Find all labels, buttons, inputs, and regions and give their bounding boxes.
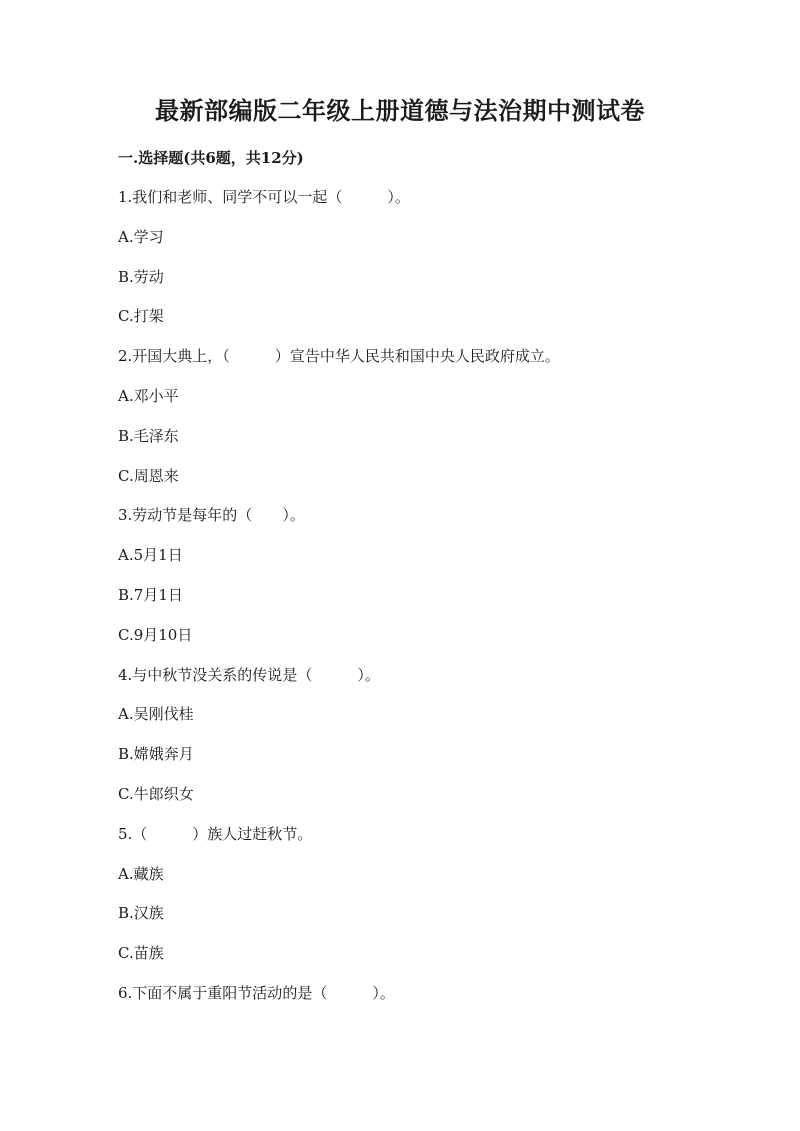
question-1-option-b: B.劳动	[118, 267, 164, 286]
question-4-option-c: C.牛郎织女	[118, 784, 194, 803]
question-3-option-c: C.9月10日	[118, 625, 193, 644]
question-2: 2.开国大典上，（ ）宣告中华人民共和国中央人民政府成立。	[118, 347, 560, 366]
question-6: 6.下面不属于重阳节活动的是（ ）。	[118, 983, 395, 1002]
question-3-option-a: A.5月1日	[118, 546, 183, 565]
question-list	[118, 185, 718, 1021]
question-3: 3.劳动节是每年的（ ）。	[118, 506, 305, 525]
question-5: 5.（ ）族人过赶秋节。	[118, 824, 313, 843]
question-4-option-b: B.嫦娥奔月	[118, 745, 194, 764]
question-1-option-a: A.学习	[118, 227, 164, 246]
question-4: 4.与中秋节没关系的传说是（ ）。	[118, 665, 380, 684]
section-heading: 一.选择题(共6题，共12分)	[118, 149, 304, 167]
question-5-option-a: A.藏族	[118, 864, 164, 883]
document-title: 最新部编版二年级上册道德与法治期中测试卷	[155, 96, 645, 125]
question-2-option-b: B.毛泽东	[118, 426, 179, 445]
question-4-option-a: A.吴刚伐桂	[118, 705, 194, 724]
question-5-option-c: C.苗族	[118, 944, 164, 963]
question-2-option-c: C.周恩来	[118, 466, 179, 485]
question-2-option-a: A.邓小平	[118, 386, 179, 405]
question-1: 1.我们和老师、同学不可以一起（ ）。	[118, 188, 410, 206]
question-3-option-b: B.7月1日	[118, 585, 183, 604]
question-1-option-c: C.打架	[118, 307, 164, 326]
question-5-option-b: B.汉族	[118, 904, 164, 923]
